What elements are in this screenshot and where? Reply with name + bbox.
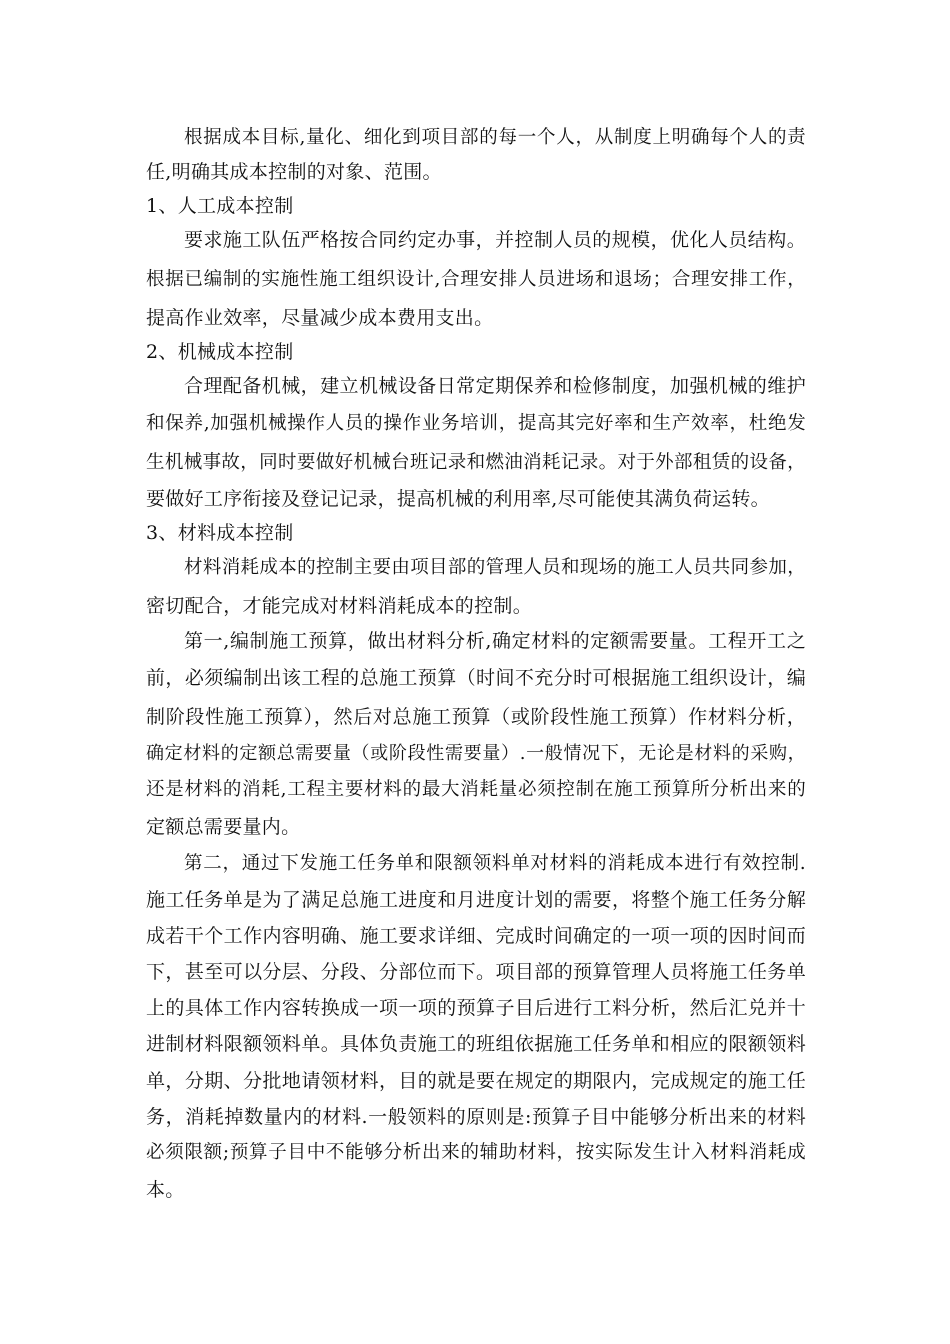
section-materials-line-1: 材料消耗成本的控制主要由项目部的管理人员和现场的施工人员共同参加， [184,557,806,578]
para-first-line-6: 定额总需要量内。 [146,816,301,838]
section-materials-line-2: 密切配合，才能完成对材料消耗成本的控制。 [146,595,533,617]
section-heading-materials: 3、材料成本控制 [146,522,294,544]
para-first-line-4: 确定材料的定额总需要量（或阶段性需要量）.一般情况下，无论是材料的采购， [146,743,806,764]
para-second-line-6: 进制材料限额领料单。具体负责施工的班组依据施工任务单和相应的限额领料 [146,1033,806,1055]
para-first-line-1: 第一,编制施工预算，做出材料分析,确定材料的定额需要量。工程开工之 [184,630,806,652]
para-second-line-8: 务，消耗掉数量内的材料.一般领料的原则是:预算子目中能够分析出来的材料 [146,1106,806,1128]
para-second-line-4: 下，甚至可以分层、分段、分部位而下。项目部的预算管理人员将施工任务单 [146,961,806,983]
para-second-line-5: 上的具体工作内容转换成一项一项的预算子目后进行工料分析，然后汇兑并十 [146,997,806,1019]
para-second-line-1: 第二，通过下发施工任务单和限额领料单对材料的消耗成本进行有效控制. [184,853,806,874]
para-first-line-3: 制阶段性施工预算），然后对总施工预算（或阶段性施工预算）作材料分析， [146,706,806,728]
para-second-line-3: 成若干个工作内容明确、施工要求详细、完成时间确定的一项一项的因时间而 [146,925,806,947]
section-machinery-line-4: 要做好工序衔接及登记记录，提高机械的利用率,尽可能使其满负荷运转。 [146,488,770,510]
para-second-line-9: 必须限额;预算子目中不能够分析出来的辅助材料，按实际发生计入材料消耗成 [146,1142,806,1163]
section-labor-line-1: 要求施工队伍严格按合同约定办事，并控制人员的规模，优化人员结构。 [184,229,806,251]
intro-line-1: 根据成本目标,量化、细化到项目部的每一个人，从制度上明确每个人的责 [184,127,806,148]
section-heading-labor: 1、人工成本控制 [146,195,294,217]
para-second-line-10: 本。 [146,1179,185,1201]
section-machinery-line-3: 生机械事故，同时要做好机械台班记录和燃油消耗记录。对于外部租赁的设备， [146,452,806,473]
para-second-line-2: 施工任务单是为了满足总施工进度和月进度计划的需要，将整个施工任务分解 [146,889,806,911]
para-first-line-2: 前，必须编制出该工程的总施工预算（时间不充分时可根据施工组织设计，编 [146,667,806,689]
intro-line-2: 任,明确其成本控制的对象、范围。 [146,161,442,183]
section-labor-line-2: 根据已编制的实施性施工组织设计,合理安排人员进场和退场；合理安排工作， [146,269,806,290]
section-machinery-line-1: 合理配备机械，建立机械设备日常定期保养和检修制度，加强机械的维护 [184,375,806,397]
para-second-line-7: 单，分期、分批地请领材料，目的就是要在规定的期限内，完成规定的施工任 [146,1070,806,1092]
section-machinery-line-2: 和保养,加强机械操作人员的操作业务培训，提高其完好率和生产效率，杜绝发 [146,413,806,434]
section-labor-line-3: 提高作业效率，尽量减少成本费用支出。 [146,307,494,329]
section-heading-machinery: 2、机械成本控制 [146,341,294,363]
para-first-line-5: 还是材料的消耗,工程主要材料的最大消耗量必须控制在施工预算所分析出来的 [146,779,806,800]
